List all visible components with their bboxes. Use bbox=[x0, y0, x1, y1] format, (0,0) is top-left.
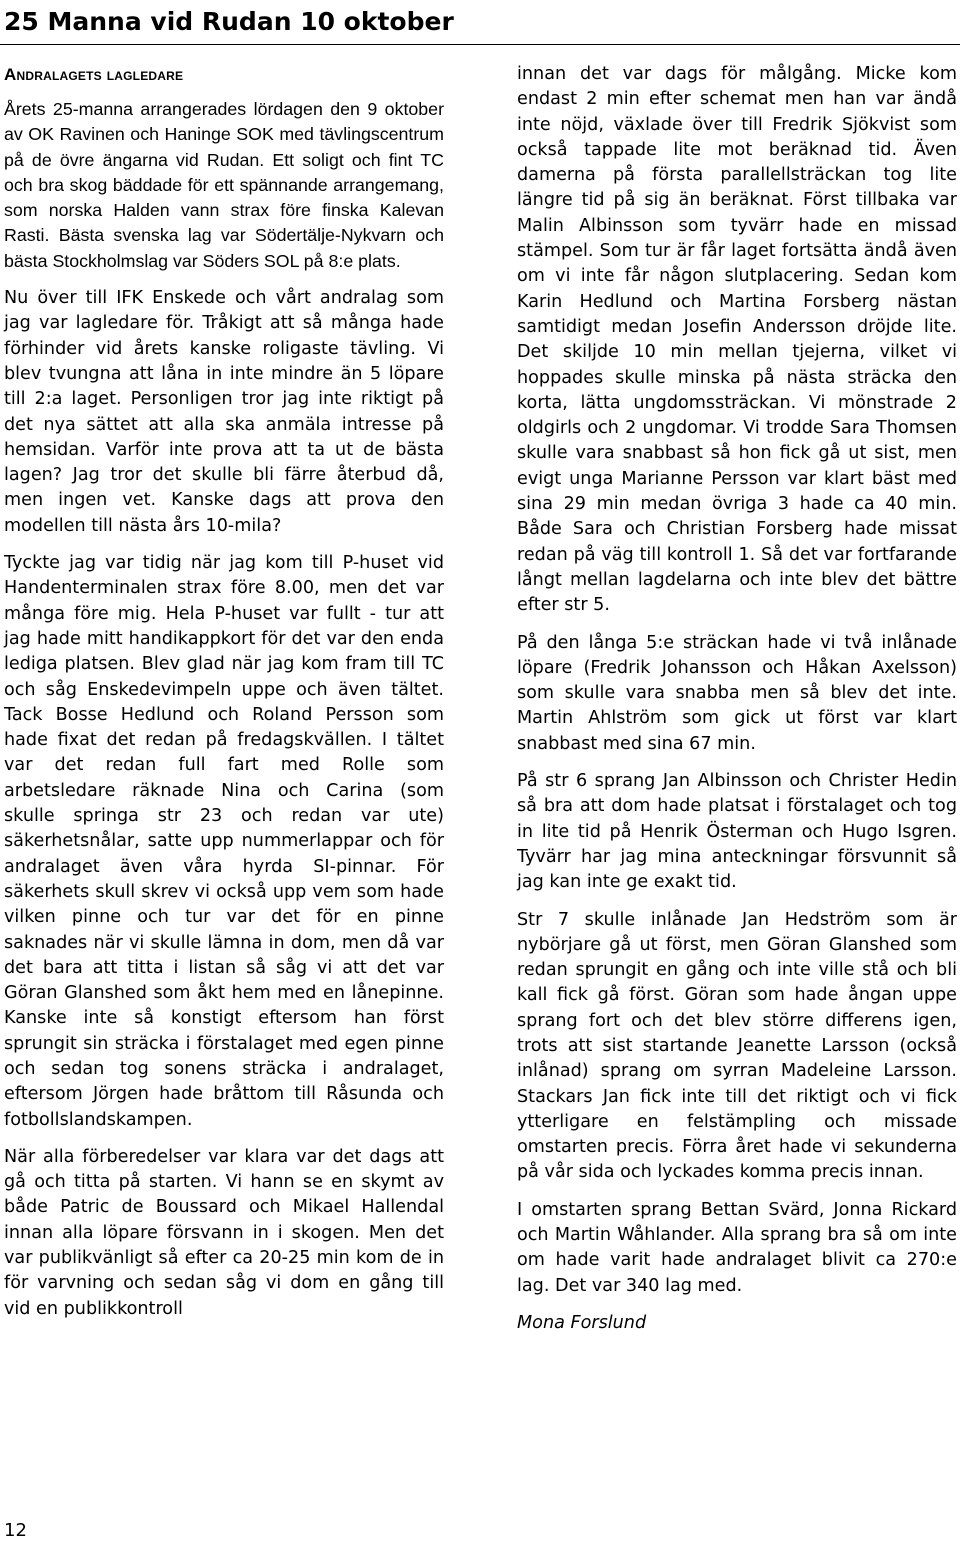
paragraph: I omstarten sprang Bettan Svärd, Jonna Rickard och Martin Wåhlander. Alla sprang bra så om inte om hade varit hade andralaget blivit ca 270:e lag. Det var 340 lag med. bbox=[517, 1199, 957, 1296]
author-signature: Mona Forslund bbox=[517, 1312, 647, 1333]
paragraph: Tyckte jag var tidig när jag kom till P-huset vid Handenterminalen strax före 8.00, men det var många före mig. Hela P-huset var fullt - tur att jag hade mitt handikappkort för det var den enda lediga platsen. Blev glad när jag kom fram till TC och såg Enskedevimpeln uppe och även tältet. Tack Bosse Hedlund och Roland Persson som hade fixat det redan på fredagskvällen. I tältet var det redan full fart med Rolle som arbetsledare räknade Nina och Carina (som skulle springa str 23 och redan var ute) säkerhetsnålar, satte upp nummerlappar och för andralaget även våra hyrda SI-pinnar. För säkerhets skull skrev vi också upp vem som hade vilken pinne och tur var det för en pinne saknades när vi skulle lämna in dom, men då var det bara att titta i listan så såg vi att det var Göran Glanshed som åkt hem med en lånepinne. Kanske inte så konstigt eftersom han först sprungit sin sträcka i förstalaget med egen pinne och sedan tog sonens sträcka i andralaget, eftersom Jörgen hade bråttom till Råsunda och fotbollslandskampen. bbox=[4, 553, 444, 1130]
article-title: 25 Manna vid Rudan 10 oktober bbox=[4, 7, 454, 36]
left-column bbox=[4, 62, 444, 1334]
page-header bbox=[0, 0, 960, 45]
page-number: 12 bbox=[4, 1520, 27, 1541]
paragraph: innan det var dags för målgång. Micke kom endast 2 min efter schemat men han var ändå inte nöjd, växlade över till Fredrik Sjökvist som också tappade lite mot beräknad tid. Även damerna på första parallellsträckan tog lite längre tid på sig än beräknat. Först tillbaka var Malin Albinsson som tyvärr hade en missad stämpel. Som tur är får laget fortsätta ändå även om vi inte får någon slutplacering. Sedan kom Karin Hedlund och Martina Forsberg nästan samtidigt medan Josefin Andersson dröjde lite. Det skiljde 10 min mellan tjejerna, vilket vi hoppades skulle minska på nästa sträcka den korta, lätta ungdomssträckan. Vi mönstrade 2 oldgirls och 2 ungdomar. Vi trodde Sara Thomsen skulle vara snabbast så hon fick gå ut sist, men evigt unga Marianne Persson var klart bäst med sina 29 min medan övriga 3 hade ca 40 min. Både Sara och Christian Forsberg hade missat redan på väg till kontroll 1. Så det var fortfarande långt mellan lagdelarna och inte blev det bättre efter str 5. bbox=[517, 64, 957, 616]
paragraph: På str 6 sprang Jan Albinsson och Christer Hedin så bra att dom hade platsat i förstalaget och tog in lite tid på Henrik Österman och Hugo Isgren. Tyvärr har jag mina anteckningar försvunnit så jag kan inte ge exakt tid. bbox=[517, 771, 957, 893]
paragraph: På den långa 5:e sträckan hade vi två inlånade löpare (Fredrik Johansson och Håkan Axelsson) som skulle vara snabba men så blev det inte. Martin Ahlström som gick ut först var klart snabbast med sina 67 min. bbox=[517, 632, 957, 754]
right-column bbox=[517, 62, 957, 1348]
article-subheading: Andralagets lagledare bbox=[4, 65, 184, 84]
paragraph: Årets 25-manna arrangerades lördagen den 9 oktober av OK Ravinen och Haninge SOK med tävlingscentrum på de övre ängarna vid Rudan. Ett soligt och fint TC och bra skog bäddade för ett spännande arrangemang, som norska Halden vann strax före finska Kalevan Rasti. Bästa svenska lag var Södertälje-Nykvarn och bästa Stockholmslag var Söders SOL på 8:e plats. bbox=[4, 99, 444, 271]
paragraph: Nu över till IFK Enskede och vårt andralag som jag var lagledare för. Tråkigt att så många hade förhinder vid årets kanske roligaste tävling. Vi blev tvungna att låna in inte mindre än 5 löpare till 2:a laget. Personligen tror jag inte riktigt på det nya sättet att alla ska anmäla intresse på hemsidan. Varför inte prova att ta ut de bästa lagen? Jag tror det skulle bli färre återbud då, men ingen vet. Kanske dags att prova den modellen till nästa års 10-mila? bbox=[4, 288, 444, 536]
paragraph: När alla förberedelser var klara var det dags att gå och titta på starten. Vi hann se en skymt av både Patric de Boussard och Mikael Hallendal innan alla löpare försvann in i skogen. Men det var publikvänligt så efter ca 20-25 min kom de in för varvning och sedan såg vi dom en gång till vid en publikkontroll bbox=[4, 1146, 444, 1319]
paragraph: Str 7 skulle inlånade Jan Hedström som är nybörjare gå ut först, men Göran Glanshed som redan sprungit en gång och inte ville stå och bli kall fick gå först. Göran som hade ångan uppe sprang fort och det blev större differens igen, trots att sist startande Jeanette Larsson (också inlånad) sprang om syrran Madeleine Larsson. Stackars Jan fick inte till det riktigt och vi fick ytterligare en felstämpling och missade omstarten precis. Förra året hade vi sekunderna på vår sida och lyckades komma precis innan. bbox=[517, 909, 957, 1183]
